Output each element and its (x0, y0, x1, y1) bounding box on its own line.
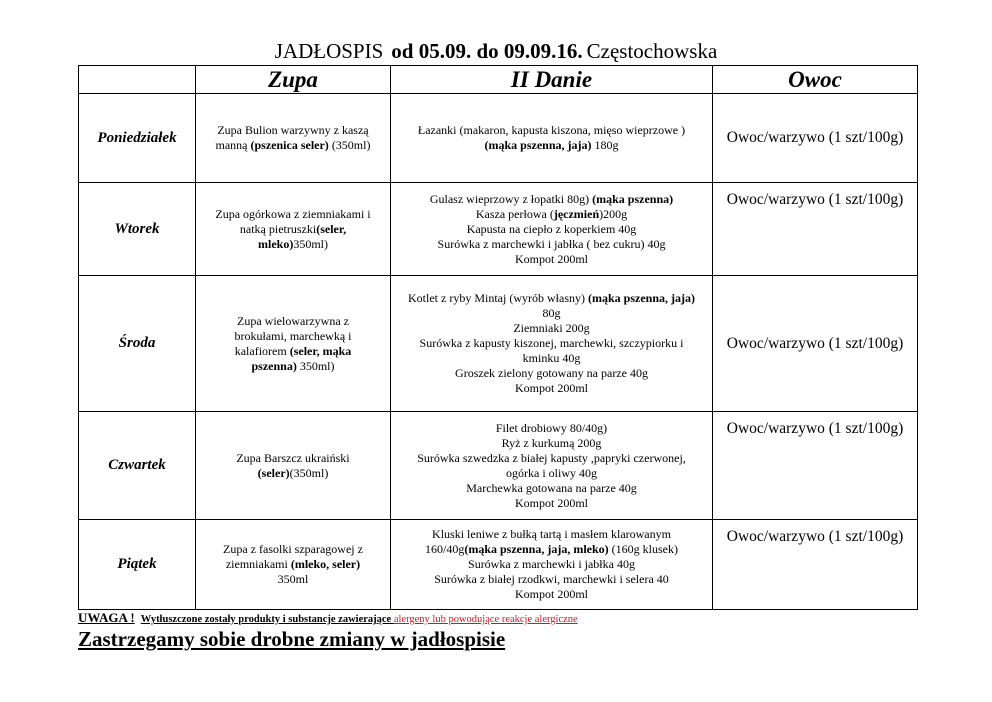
fruit-cell: Owoc/warzywo (1 szt/100g) (713, 183, 918, 276)
main-dish-line: Ziemniaki 200g (513, 321, 590, 335)
title-main: JADŁOSPIS (274, 39, 384, 63)
main-dish-line: Kluski leniwe z bułką tartą i masłem klarowanym (432, 527, 671, 541)
soup-line: Zupa z fasolki szparagowej z (223, 542, 363, 556)
main-dish-cell (391, 94, 713, 183)
header-row (79, 66, 918, 94)
soup-line: 350ml (277, 572, 309, 586)
main-dish-line: Łazanki (makaron, kapusta kiszona, mięso wieprzowe ) (417, 123, 686, 137)
main-dish-cell (391, 276, 713, 412)
main-dish-cell (391, 412, 713, 520)
day-row (79, 276, 918, 412)
menu-body (79, 94, 918, 610)
fruit-cell: Owoc/warzywo (1 szt/100g) (713, 412, 918, 520)
soup-line: brokułami, marchewką i (234, 328, 352, 343)
day-row (79, 412, 918, 520)
day-name: Środa (79, 276, 196, 412)
soup-line: natką pietruszki(seler, (239, 221, 347, 236)
soup-cell (196, 412, 391, 520)
allergen-notice (78, 610, 578, 626)
main-dish-line: Kompot 200ml (514, 587, 588, 601)
main-dish-line: Groszek zielony gotowany na parze 40g (455, 366, 648, 380)
main-dish-line: 160/40g(mąka pszenna, jaja, mleko) (160g klusek) (425, 542, 678, 556)
main-dish-line: Surówka z marchewki i jabłka 40g (468, 557, 635, 571)
soup-line: ziemniakami (mleko, seler) (225, 557, 361, 571)
main-dish-line: ogórka i oliwy 40g (506, 465, 597, 480)
disclaimer: Zastrzegamy sobie drobne zmiany w jadłospisie (78, 627, 506, 651)
soup-line: Zupa Bulion warzywny z kaszą (217, 123, 369, 137)
soup-line: (seler)(350ml) (257, 465, 329, 480)
header-day (79, 66, 196, 94)
fruit-cell: Owoc/warzywo (1 szt/100g) (713, 520, 918, 610)
soup-cell (196, 94, 391, 183)
header-soup: Zupa (196, 66, 391, 94)
soup-line: Zupa wielowarzywna z (237, 313, 349, 328)
main-dish-line: Kompot 200ml (514, 381, 588, 395)
header-fruit: Owoc (713, 66, 918, 94)
soup-line: pszenna) 350ml) (251, 358, 335, 373)
soup-cell (196, 183, 391, 276)
day-row (79, 520, 918, 610)
main-dish-line: Gulasz wieprzowy z łopatki 80g) (mąka pszenna) (429, 191, 674, 206)
main-dish-line: Marchewka gotowana na parze 40g (466, 480, 637, 495)
day-name: Czwartek (79, 412, 196, 520)
main-dish-line: Kapusta na ciepło z koperkiem 40g (466, 221, 637, 236)
main-dish-line: Kompot 200ml (514, 251, 588, 266)
main-dish-line: (mąka pszenna, jaja) 180g (484, 138, 619, 152)
notice-text: Wytłuszczone zostały produkty i substancje zawierające (140, 614, 394, 625)
menu-title (0, 38, 992, 64)
soup-line: mleko)350ml) (258, 236, 328, 251)
day-name: Piątek (79, 520, 196, 610)
day-name: Poniedziałek (79, 94, 196, 183)
main-dish-line: Kompot 200ml (514, 495, 588, 510)
soup-line: manną (pszenica seler) (350ml) (215, 138, 371, 152)
fruit-cell: Owoc/warzywo (1 szt/100g) (713, 276, 918, 412)
soup-line: Zupa ogórkowa z ziemniakami i (215, 206, 371, 221)
main-dish-line: Surówka z białej rzodkwi, marchewki i selera 40 (434, 572, 669, 586)
title-place: Częstochowska (586, 39, 718, 63)
day-row (79, 183, 918, 276)
main-dish-line: Filet drobiowy 80/40g) (495, 420, 608, 435)
main-dish-cell (391, 520, 713, 610)
main-dish-line: Ryż z kurkumą 200g (501, 435, 602, 450)
main-dish-line: Surówka z kapusty kiszonej, marchewki, szczypiorku i (419, 336, 684, 350)
day-row (79, 94, 918, 183)
main-dish-cell (391, 183, 713, 276)
notice-label: UWAGA ! (78, 610, 135, 625)
day-name: Wtorek (79, 183, 196, 276)
fruit-cell: Owoc/warzywo (1 szt/100g) (713, 94, 918, 183)
header-main: II Danie (391, 66, 713, 94)
notice-red-text: alergeny lub powodujące reakcje alergiczne (393, 614, 578, 625)
main-dish-line: kminku 40g (522, 351, 581, 365)
menu-table (78, 65, 918, 610)
soup-line: kalafiorem (seler, mąka (234, 343, 352, 358)
soup-line: Zupa Barszcz ukraiński (236, 450, 350, 465)
soup-cell (196, 276, 391, 412)
title-date-range: od 05.09. do 09.09.16. (391, 39, 583, 63)
main-dish-line: 80g (542, 306, 561, 320)
main-dish-line: Kotlet z ryby Mintaj (wyrób własny) (mąka pszenna, jaja) (408, 291, 695, 305)
main-dish-line: Surówka z marchewki i jabłka ( bez cukru) 40g (437, 236, 666, 251)
soup-cell (196, 520, 391, 610)
main-dish-line: Surówka szwedzka z białej kapusty ,papryki czerwonej, (417, 450, 686, 465)
main-dish-line: Kasza perłowa (jęczmień)200g (475, 206, 628, 221)
